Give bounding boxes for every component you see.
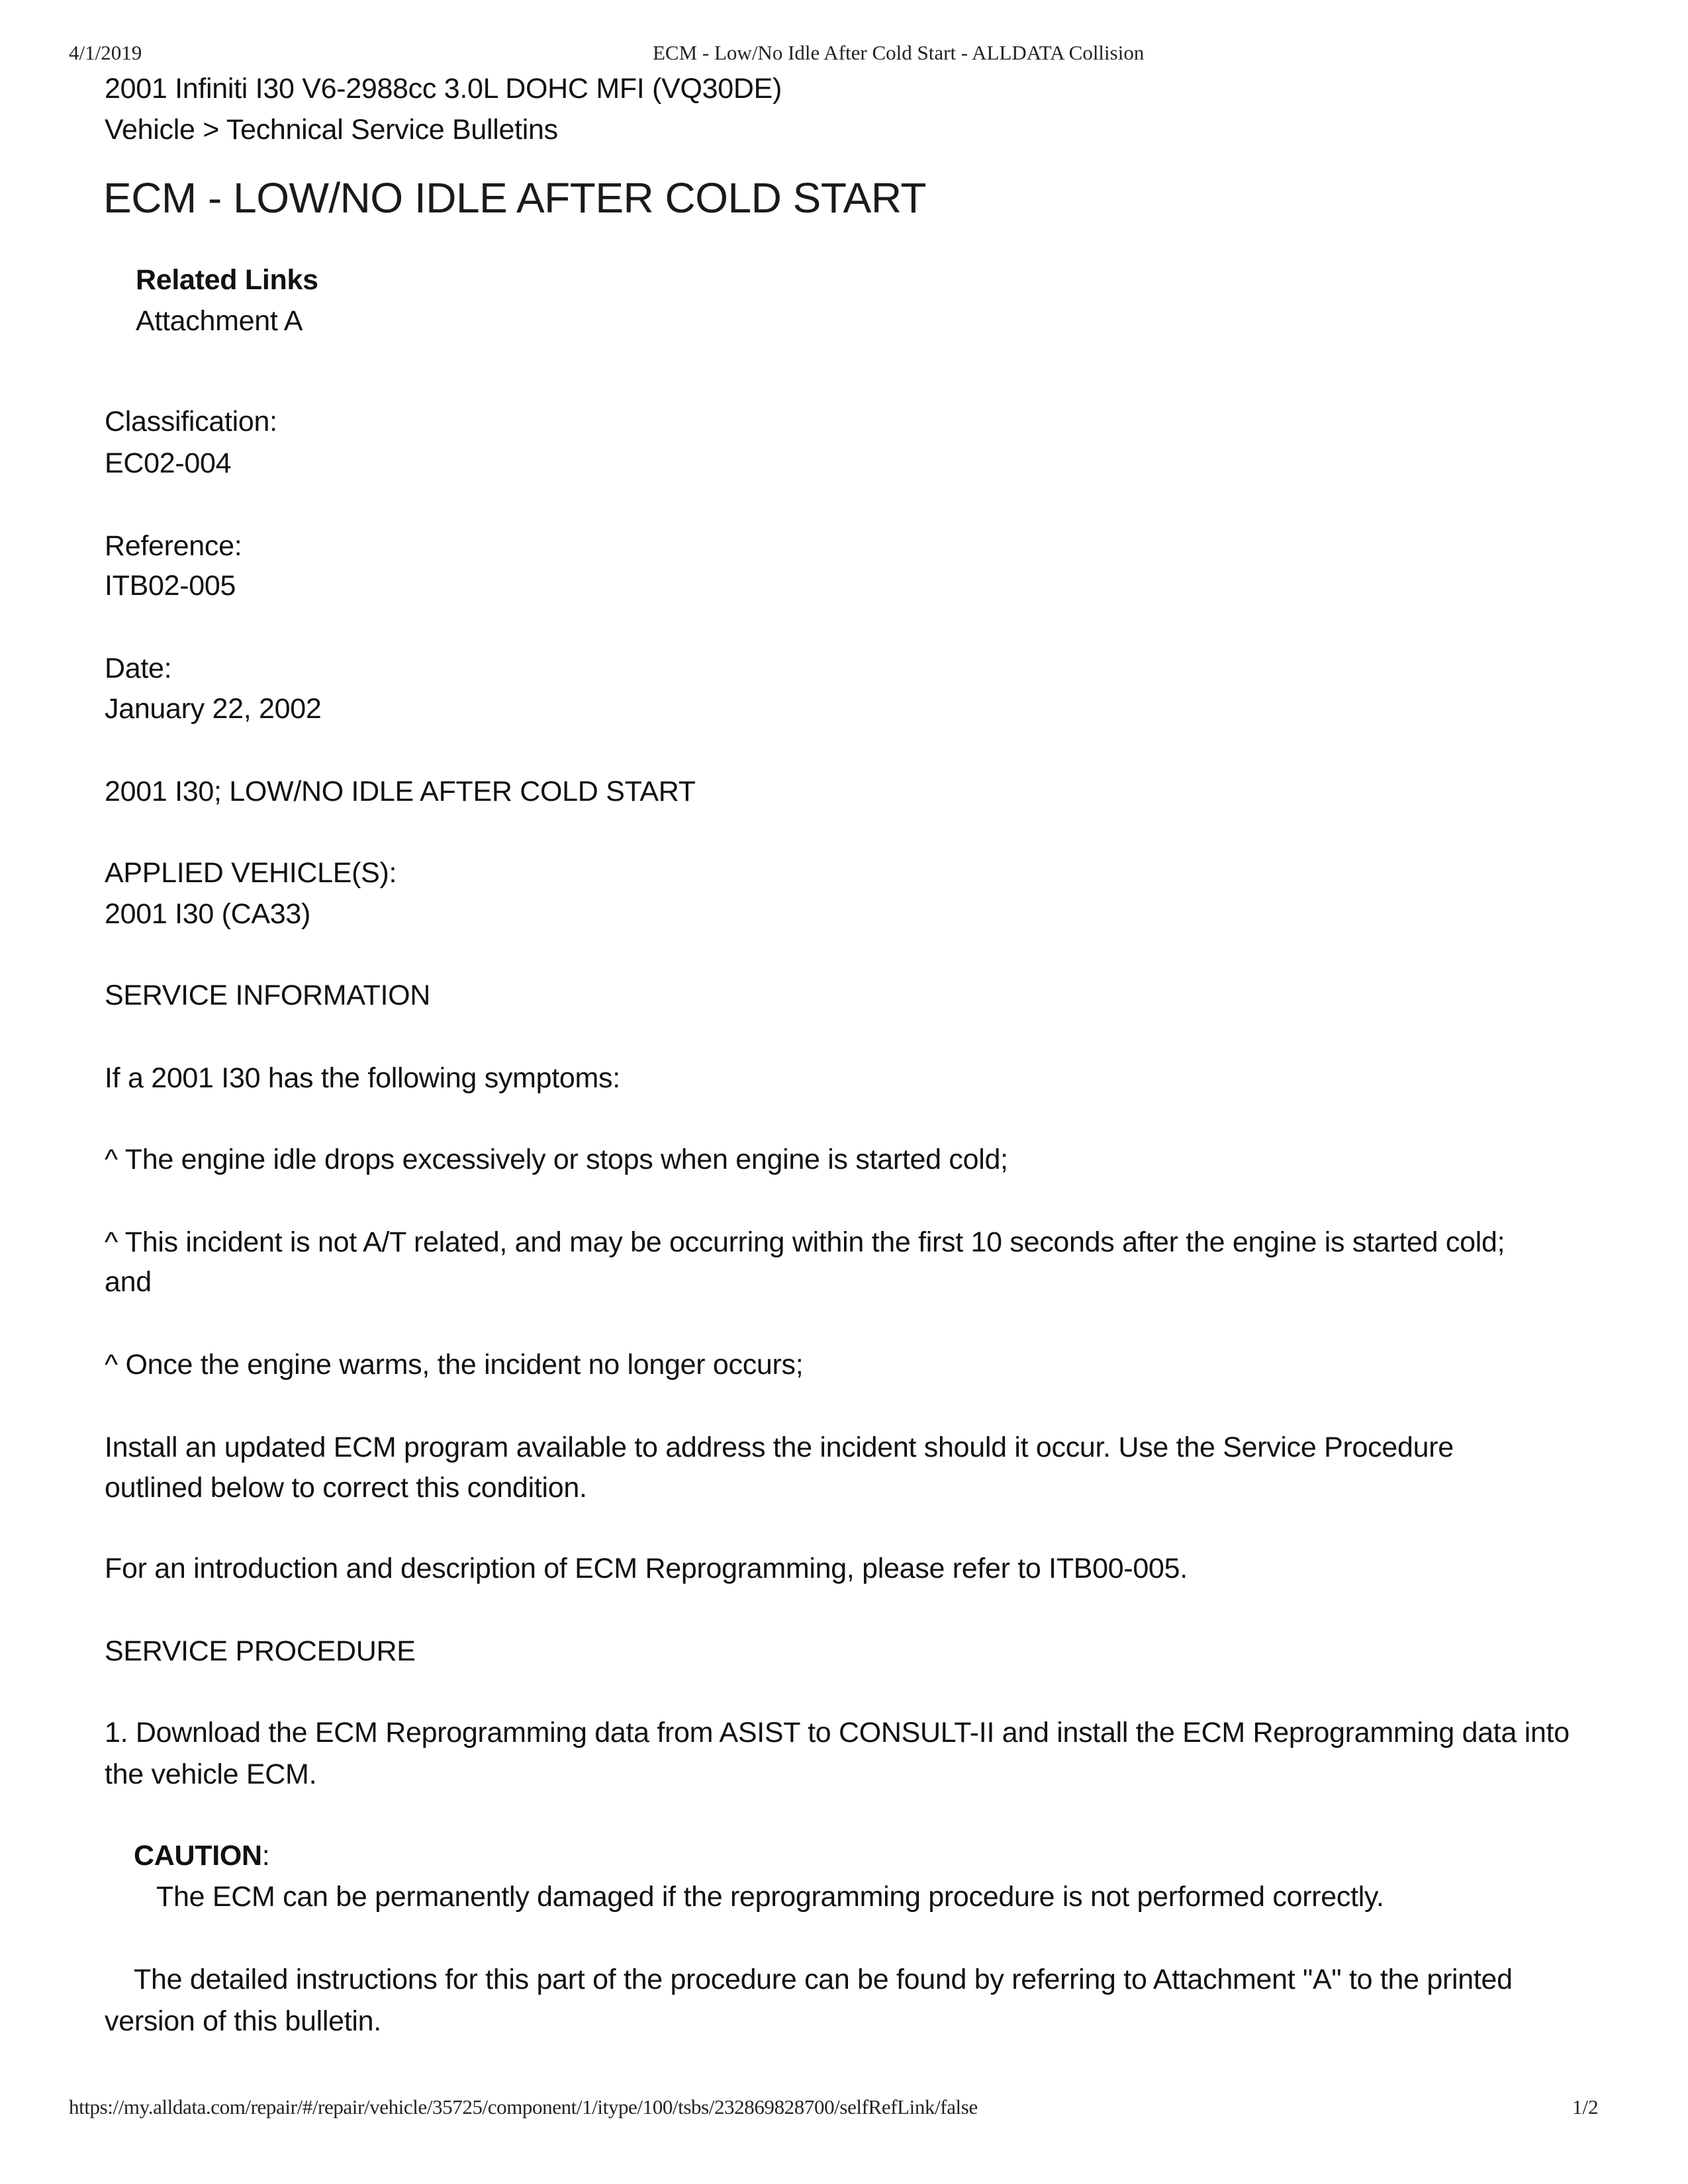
reference-value: ITB02-005: [105, 570, 236, 602]
caution-label: CAUTION: [134, 1840, 262, 1872]
page-title: ECM - LOW/NO IDLE AFTER COLD START: [103, 174, 926, 222]
install-line-1: Install an updated ECM program available to address the incident should it occur. Use the Service Procedure: [105, 1432, 1454, 1463]
install-line-2: outlined below to correct this condition.: [105, 1472, 587, 1504]
symptoms-intro: If a 2001 I30 has the following symptoms:: [105, 1062, 620, 1094]
symptom-1: ^ The engine idle drops excessively or stops when engine is started cold;: [105, 1144, 1008, 1175]
print-page-title: ECM - Low/No Idle After Cold Start - ALLDATA Collision: [653, 41, 1145, 64]
date-label: Date:: [105, 653, 172, 684]
applied-vehicles-label: APPLIED VEHICLE(S):: [105, 857, 397, 889]
classification-label: Classification:: [105, 406, 277, 437]
step-1-line-1: 1. Download the ECM Reprogramming data from ASIST to CONSULT-II and install the ECM Reprogramming data into: [105, 1717, 1570, 1749]
service-information-heading: SERVICE INFORMATION: [105, 979, 431, 1011]
breadcrumb[interactable]: Vehicle > Technical Service Bulletins: [105, 114, 558, 146]
classification-value: EC02-004: [105, 447, 232, 479]
print-date: 4/1/2019: [69, 41, 142, 64]
step-1-line-2: the vehicle ECM.: [105, 1758, 317, 1790]
symptom-2-line-1: ^ This incident is not A/T related, and may be occurring within the first 10 seconds after the engine is started cold;: [105, 1226, 1505, 1258]
applied-vehicles-value: 2001 I30 (CA33): [105, 898, 311, 930]
related-link-attachment-a[interactable]: Attachment A: [136, 305, 303, 337]
service-procedure-heading: SERVICE PROCEDURE: [105, 1635, 416, 1667]
detailed-instructions-line-1: The detailed instructions for this part of the procedure can be found by referring to Attachment "A" to the printed: [134, 1964, 1513, 1995]
reference-label: Reference:: [105, 530, 242, 562]
print-page-number: 1/2: [1572, 2095, 1599, 2118]
caution-colon: :: [261, 1840, 270, 1872]
symptom-2-line-2: and: [105, 1266, 152, 1298]
print-url: https://my.alldata.com/repair/#/repair/vehicle/35725/component/1/itype/100/tsbs/232869828700/selfRefLink/false: [69, 2095, 978, 2118]
symptom-3: ^ Once the engine warms, the incident no longer occurs;: [105, 1349, 804, 1381]
bulletin-subject: 2001 I30; LOW/NO IDLE AFTER COLD START: [105, 776, 696, 807]
detailed-instructions-line-2: version of this bulletin.: [105, 2005, 381, 2037]
caution-heading: [134, 1835, 269, 1876]
caution-text: The ECM can be permanently damaged if the reprogramming procedure is not performed correctly.: [156, 1881, 1384, 1913]
related-links-heading: Related Links: [136, 264, 318, 296]
vehicle-name: 2001 Infiniti I30 V6-2988cc 3.0L DOHC MFI (VQ30DE): [105, 73, 782, 105]
intro-reference: For an introduction and description of ECM Reprogramming, please refer to ITB00-005.: [105, 1553, 1188, 1584]
date-value: January 22, 2002: [105, 693, 322, 725]
